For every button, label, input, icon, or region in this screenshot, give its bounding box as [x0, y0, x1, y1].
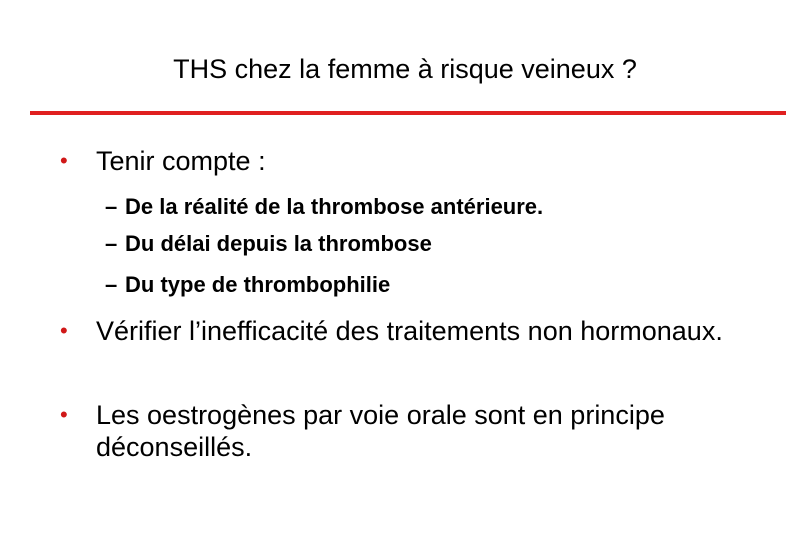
bullet-text: Les oestrogènes par voie orale sont en principe déconseillés.	[96, 400, 665, 462]
bullet-item-oestrogenes	[60, 399, 760, 463]
bullet-dot-icon: •	[60, 318, 68, 343]
sub-item-type	[105, 271, 390, 299]
sub-item-text: Du délai depuis la thrombose	[125, 231, 432, 256]
sub-item-delai	[105, 230, 432, 258]
dash-icon: –	[105, 272, 118, 297]
dash-icon: –	[105, 231, 118, 256]
dash-icon: –	[105, 194, 118, 219]
title-divider	[30, 111, 786, 115]
sub-item-text: Du type de thrombophilie	[125, 272, 391, 297]
bullet-item-tenir-compte	[60, 145, 760, 177]
sub-item-text: De la réalité de la thrombose antérieure.	[125, 194, 544, 219]
bullet-dot-icon: •	[60, 148, 68, 173]
bullet-text: Vérifier l’inefficacité des traitements non hormonaux.	[96, 316, 723, 346]
sub-item-realite	[105, 193, 543, 221]
slide-title: THS chez la femme à risque veineux ?	[173, 54, 637, 84]
bullet-text: Tenir compte :	[96, 146, 266, 176]
bullet-dot-icon: •	[60, 402, 68, 427]
bullet-item-verifier	[60, 315, 760, 347]
